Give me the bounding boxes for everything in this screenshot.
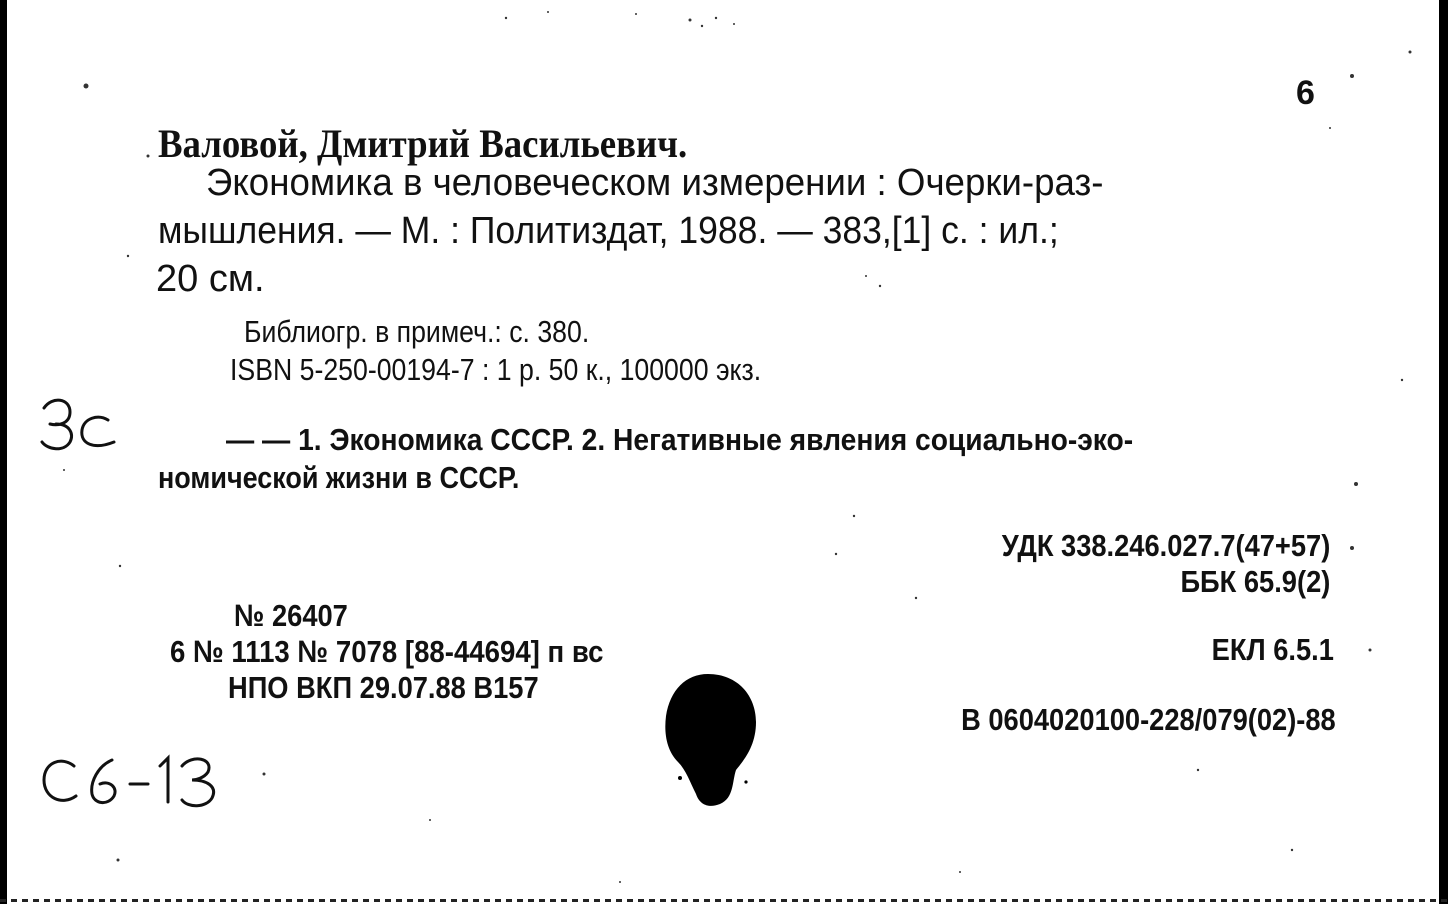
card-order-number: № 26407 [234,598,348,633]
title-line-2: мышления. — М. : Политиздат, 1988. — 383,[1] с. : ил.; [158,210,1059,252]
isbn-note: ISBN 5-250-00194-7 : 1 р. 50 к., 100000 экз. [230,352,762,387]
publisher-code: В 0604020100-228/079(02)-88 [961,702,1336,737]
ekl-code: ЕКЛ 6.5.1 [1211,632,1334,667]
bbk-code: ББК 65.9(2) [1180,564,1330,599]
card-number: 6 [1296,74,1315,112]
title-line-1: Экономика в человеческом измерении : Очерки-раз- [206,162,1104,204]
bibliography-note: Библиогр. в примеч.: с. 380. [244,314,590,349]
printer-line: НПО ВКП 29.07.88 В157 [228,670,539,705]
subject-headings-line-1: — — 1. Экономика СССР. 2. Негативные явления социально-эко- [226,422,1134,457]
handwritten-mark-top [34,390,124,460]
subject-headings-line-2: номической жизни в СССР. [158,460,520,495]
print-order-line: 6 № 1113 № 7078 [88-44694] п вс [170,634,604,669]
handwritten-mark-bottom [38,744,238,824]
ink-blot [660,670,760,810]
udk-code: УДК 338.246.027.7(47+57) [1001,528,1330,563]
author-heading: Валовой, Дмитрий Васильевич. [158,121,688,166]
title-line-3: 20 см. [156,258,265,300]
